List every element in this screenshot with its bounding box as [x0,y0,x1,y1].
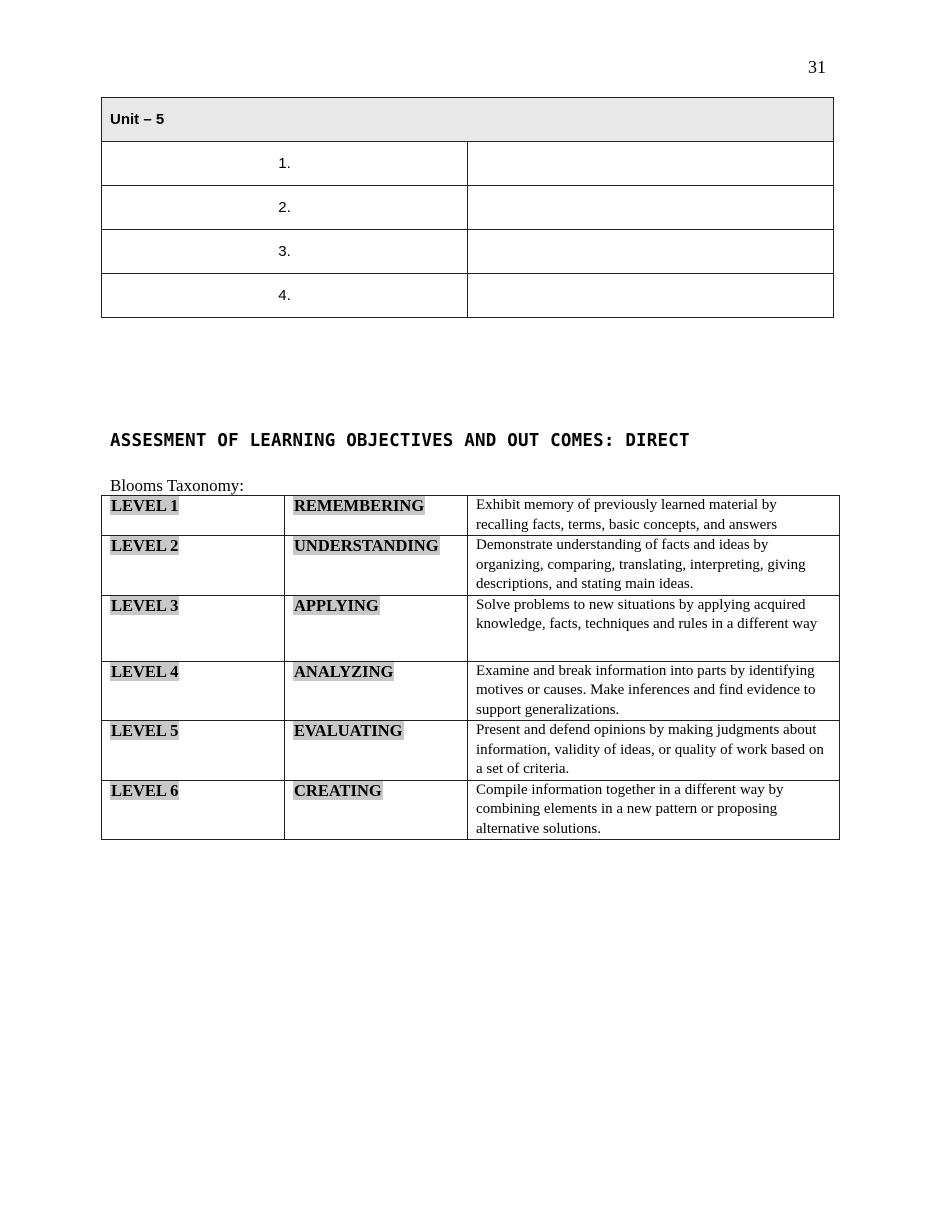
unit-row-number: 1. [102,142,468,186]
level-label: LEVEL 4 [111,661,179,681]
unit-row-number: 2. [102,186,468,230]
level-cell [102,721,285,781]
level-name-cell [285,721,468,781]
unit-row [102,274,834,318]
level-cell [102,780,285,840]
level-label: LEVEL 2 [111,536,179,555]
page-number: 31 [808,57,826,77]
level-label: LEVEL 1 [111,496,179,515]
level-name-cell [285,496,468,536]
blooms-row [102,661,840,721]
level-name: REMEMBERING [294,496,425,515]
level-description: Present and defend opinions by making judgments about information, validity of ideas, or quality of work based on a set of criteria. [468,721,840,781]
unit-row-number: 4. [102,274,468,318]
level-description: Examine and break information into parts by identifying motives or causes. Make inferences and find evidence to support generalizations. [468,661,840,721]
level-cell [102,595,285,661]
level-name: EVALUATING [294,721,403,740]
blooms-taxonomy-table [101,495,840,840]
level-description: Compile information together in a different way by combining elements in a new pattern or proposing alternative solutions. [468,780,840,840]
level-name-cell [285,595,468,661]
unit-header: Unit – 5 [102,98,834,142]
level-cell [102,536,285,596]
level-label: LEVEL 5 [111,721,179,740]
blooms-row [102,496,840,536]
blooms-row [102,536,840,596]
level-cell [102,661,285,721]
level-name: UNDERSTANDING [294,536,439,555]
blooms-taxonomy-label: Blooms Taxonomy: [110,476,245,495]
level-label: LEVEL 6 [111,780,179,800]
unit-row [102,186,834,230]
blooms-row [102,721,840,781]
level-description: Exhibit memory of previously learned material by recalling facts, terms, basic concepts, and answers [468,496,840,536]
level-cell [102,496,285,536]
section-heading: ASSESMENT OF LEARNING OBJECTIVES AND OUT COMES: DIRECT [110,431,690,451]
unit-table [101,97,834,318]
unit-row-content [468,274,834,318]
level-description: Demonstrate understanding of facts and ideas by organizing, comparing, translating, interpreting, giving descriptions, and stating main ideas. [468,536,840,596]
level-description: Solve problems to new situations by applying acquired knowledge, facts, techniques and rules in a different way [468,595,840,661]
level-label: LEVEL 3 [111,595,179,615]
unit-row [102,142,834,186]
unit-row-content [468,230,834,274]
level-name-cell [285,661,468,721]
level-name: ANALYZING [294,661,394,681]
unit-row-number: 3. [102,230,468,274]
blooms-row [102,780,840,840]
level-name-cell [285,536,468,596]
unit-row [102,230,834,274]
unit-row-content [468,142,834,186]
level-name: APPLYING [294,595,379,615]
blooms-row [102,595,840,661]
level-name-cell [285,780,468,840]
unit-row-content [468,186,834,230]
level-name: CREATING [294,780,382,800]
unit-header-row [102,98,834,142]
